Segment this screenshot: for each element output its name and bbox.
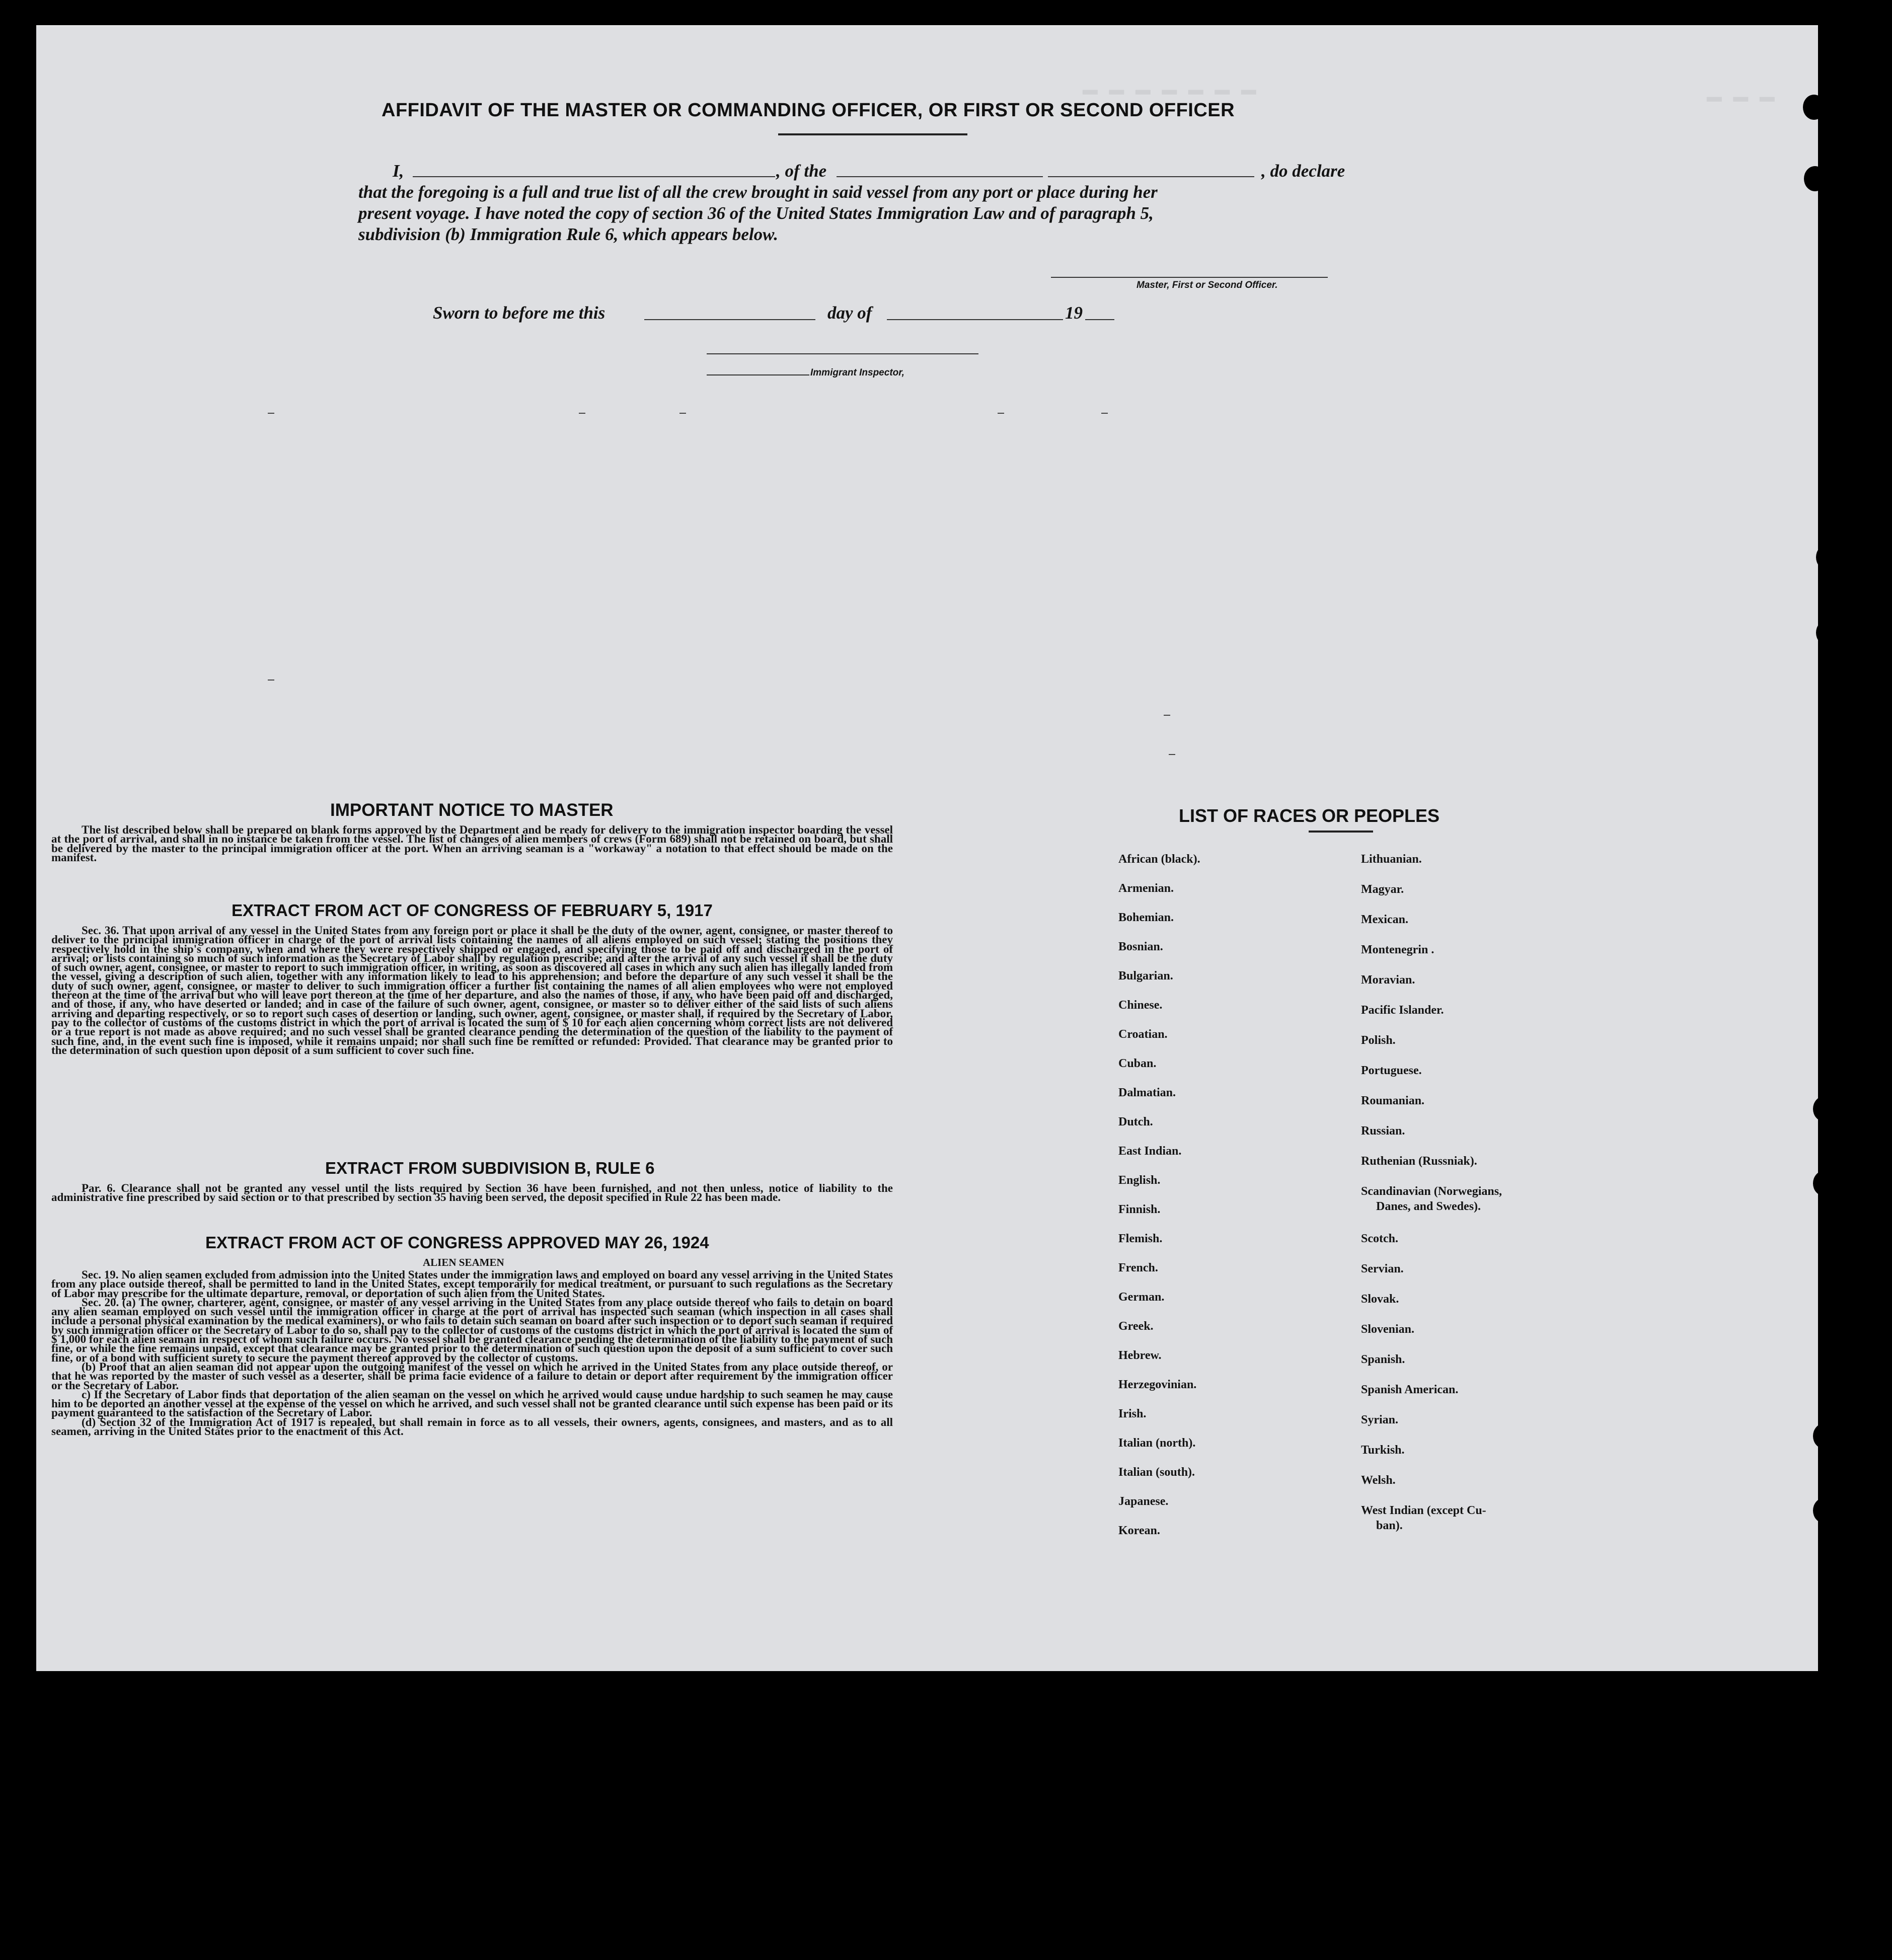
blank-dash	[268, 413, 274, 414]
notice-paragraph: The list described below shall be prepared on blank forms approved by the Department and be ready for delivery to the immigration inspector boarding the vessel at the port of arrival, and shall in no instance be taken from the vessel. The list of changes of alien members of crews (Form 689) shall not be retained on board, but shall be delivered by the master to the principal immigration officer at the port. When an arriving seaman is a "workaway" a notation to that effect should be made on the manifest.	[51, 823, 893, 864]
race-item: Croatian.	[1118, 1028, 1168, 1041]
race-item: West Indian (except Cu-	[1361, 1504, 1486, 1517]
race-item: Korean.	[1118, 1524, 1160, 1537]
race-item: English.	[1118, 1174, 1161, 1187]
extract-1924-title: EXTRACT FROM ACT OF CONGRESS APPROVED MAY 26, 1924	[205, 1233, 709, 1252]
race-item: Syrian.	[1361, 1413, 1399, 1426]
sworn-day-of: day of	[827, 303, 872, 323]
race-item: Dalmatian.	[1118, 1086, 1176, 1099]
inspector-label: Immigrant Inspector,	[810, 367, 904, 378]
extract-1917-paragraph: Sec. 36. That upon arrival of any vessel in the United States from any foreign port or place it shall be the duty of the owner, agent, consignee, or master thereof to deliver to the principal immigration officer in charge of the port of arrival lists containing the names of all aliens employed on such vessel; stating the positions they respectively hold in the ship's company, when and where they were respectively shipped or engaged, and specifying those to be paid off and discharged in the port of arrival; or lists containing so much of such information as the Secretary of Labor shall by regulation prescribe; and after the arrival of any such vessel it shall be the duty of such owner, agent, consignee, or master to report to such immigration officer, in writing, as soon as discovered all cases in which any such alien has illegally landed from the vessel, giving a description of such alien, together with any information likely to lead to his apprehension; and before the departure of any such vessel it shall be the duty of such owner, agent, consignee, or master to deliver to such immigration officer a further list containing the names of all alien employees who were not employed thereon at the time of the arrival but who will leave port thereon at the time of her departure, and also the names of those, if any, who have been paid off and discharged, and of those, if any, who have deserted or landed; and in case of the failure of such owner, agent, consignee, or master so to deliver either of the said lists of such aliens arriving and departing respectively, or so to report such cases of desertion or landing, such owner, agent, consignee, or master shall, if required by the Secretary of Labor, pay to the collector of customs of the customs district in which the port of arrival is located the sum of $ 10 for each alien concerning whom correct lists are not delivered or a true report is not made as above required; and no such vessel shall be granted clearance pending the determination of the question of the liability to the payment of such fine, and, in the event such fine is imposed, while it remains unpaid; nor shall such fine be remitted or refunded: Provided. That clearance may be granted prior to the determination of such question upon deposit of a sum sufficient to cover such fine.	[51, 924, 893, 1057]
race-item: Polish.	[1361, 1034, 1396, 1047]
sworn-prefix: Sworn to before me this	[433, 303, 606, 323]
sworn-year: 19	[1065, 303, 1083, 323]
race-item: Ruthenian (Russniak).	[1361, 1155, 1477, 1168]
blank-dash	[1101, 413, 1108, 414]
punch-hole	[1813, 1096, 1835, 1121]
title-underline	[778, 133, 967, 135]
race-item: Japanese.	[1118, 1495, 1169, 1508]
race-item: Cuban.	[1118, 1057, 1157, 1070]
race-item: Servian.	[1361, 1262, 1404, 1275]
blank-dash	[268, 680, 274, 681]
race-item: Irish.	[1118, 1407, 1147, 1420]
sec-20a-paragraph: Sec. 20. (a) The owner, charterer, agent, consignee, or master of any vessel arriving in the United States from any place outside thereof who fails to detain on board any alien seaman employed on such vessel until the immigration officer in charge at the port of arrival has inspected such seaman (which inspection in all cases shall include a personal physical examination by the medical examiners), or who fails to detain such seaman on board after such inspection or to deport such seaman if required by such immigration officer or the Secretary of Labor to do so, shall pay to the collector of customs of the customs district in which the port of arrival is located the sum of $ 1,000 for each alien seaman in respect of whom such failure occurs. No vessel shall be granted clearance pending the determination of the liability to the payment of such fine, or while the fine remains unpaid, except that clearance may be granted prior to the determination of such question upon the deposit of a sum sufficient to cover such fine, or of a bond with sufficient surety to secure the payment thereof approved by the collector of customs.	[51, 1296, 893, 1364]
race-item: Dutch.	[1118, 1115, 1153, 1128]
punch-hole	[1803, 95, 1825, 120]
punch-hole	[1813, 1423, 1835, 1449]
notice-text	[51, 825, 893, 862]
extract-1924-text	[51, 1270, 893, 1436]
rule6-title: EXTRACT FROM SUBDIVISION B, RULE 6	[325, 1159, 655, 1177]
race-item: French.	[1118, 1261, 1158, 1274]
extract-1917-title: EXTRACT FROM ACT OF CONGRESS OF FEBRUARY 5, 1917	[232, 901, 713, 920]
race-item: Finnish.	[1118, 1203, 1161, 1216]
race-item: Russian.	[1361, 1124, 1405, 1138]
master-label: Master, First or Second Officer.	[1137, 280, 1278, 290]
race-item: African (black).	[1118, 853, 1200, 866]
punch-hole	[1813, 1498, 1835, 1523]
race-item-continued: Danes, and Swedes).	[1376, 1200, 1481, 1213]
vessel-blank-1	[837, 176, 1043, 177]
races-title-underline	[1309, 831, 1373, 833]
race-item: Hebrew.	[1118, 1349, 1162, 1362]
race-item: Italian (south).	[1118, 1466, 1195, 1479]
race-item: Bohemian.	[1118, 911, 1174, 924]
race-item: Mexican.	[1361, 913, 1408, 926]
affidavit-line-2: that the foregoing is a full and true list of all the crew brought in said vessel from any port or place during her	[358, 182, 1158, 202]
blank-dash	[1169, 754, 1175, 755]
punch-hole	[1804, 166, 1826, 191]
punch-hole	[1818, 210, 1840, 236]
sec-19-paragraph: Sec. 19. No alien seamen excluded from admission into the United States under the immigration laws and employed on board any vessel arriving in the United States from any place outside thereof, shall be permitted to land in the United States, except temporarily for medical treatment, or pursuant to such regulations as the Secretary of Labor may prescribe for the ultimate departure, removal, or deportation of such alien from the United States.	[51, 1268, 893, 1300]
punch-hole	[1813, 1171, 1835, 1196]
race-item: German.	[1118, 1291, 1165, 1304]
race-item: Greek.	[1118, 1320, 1154, 1333]
rule6-text	[51, 1184, 893, 1202]
race-item: Welsh.	[1361, 1474, 1396, 1487]
punch-hole	[1816, 545, 1838, 570]
race-item: Portuguese.	[1361, 1064, 1422, 1077]
race-item: Flemish.	[1118, 1232, 1163, 1245]
inspector-line-upper	[707, 353, 978, 354]
race-item: Herzegovinian.	[1118, 1378, 1197, 1391]
extract-1924-subtitle: ALIEN SEAMEN	[423, 1256, 504, 1268]
affidavit-declare: , do declare	[1261, 161, 1345, 181]
blank-dash	[1164, 715, 1170, 716]
race-item: Spanish American.	[1361, 1383, 1459, 1396]
punch-hole	[1816, 620, 1838, 645]
sec-20c-paragraph: c) If the Secretary of Labor finds that deportation of the alien seaman on the vessel on which he arrived would cause undue hardship to such seamen he may cause him to be deported an another vessel at the expense of the vessel on which he arrived, and such vessel shall not be granted clearance until such expense has been paid or its payment guaranteed to the satisfaction of the Secretary of Labor.	[51, 1388, 893, 1419]
affidavit-of-the: , of the	[776, 161, 827, 181]
inspector-line	[707, 374, 809, 375]
race-item: Spanish.	[1361, 1353, 1405, 1366]
extract-1917-text	[51, 926, 893, 1055]
sworn-year-blank	[1085, 319, 1114, 320]
race-item: Slovak.	[1361, 1293, 1399, 1306]
name-blank	[413, 176, 775, 177]
master-signature-line	[1051, 277, 1328, 278]
affidavit-title: AFFIDAVIT OF THE MASTER OR COMMANDING OFFICER, OR FIRST OR SECOND OFFICER	[382, 100, 1235, 121]
race-item: Pacific Islander.	[1361, 1004, 1444, 1017]
notice-title: IMPORTANT NOTICE TO MASTER	[330, 800, 614, 820]
sworn-day-blank	[644, 319, 815, 320]
race-item: Turkish.	[1361, 1444, 1405, 1457]
vessel-blank-2	[1048, 176, 1254, 177]
punch-hole	[1820, 289, 1842, 314]
race-item: Magyar.	[1361, 883, 1404, 896]
race-item: Chinese.	[1118, 999, 1163, 1012]
race-item-continued: ban).	[1376, 1519, 1403, 1532]
blank-dash	[579, 413, 585, 414]
race-item: Moravian.	[1361, 973, 1415, 987]
affidavit-line-4: subdivision (b) Immigration Rule 6, which appears below.	[358, 224, 778, 244]
races-title: LIST OF RACES OR PEOPLES	[1179, 805, 1440, 826]
race-item: Lithuanian.	[1361, 853, 1422, 866]
page-edge	[36, 25, 1818, 26]
race-item: Bulgarian.	[1118, 969, 1173, 983]
blank-dash	[998, 413, 1004, 414]
affidavit-i: I,	[393, 161, 404, 181]
sec-20d-paragraph: (d) Section 32 of the Immigration Act of 1917 is repealed, but shall remain in force as to all vessels, their owners, agents, consignees, and masters, and as to all seamen, arriving in the United States prior to the enactment of this Act.	[51, 1415, 893, 1438]
race-item: Slovenian.	[1361, 1323, 1415, 1336]
bleed-through-text: ━ ━ ━ ━ ━ ━ ━	[1083, 79, 1259, 105]
race-item: Scandinavian (Norwegians,	[1361, 1185, 1502, 1198]
race-item: Montenegrin .	[1361, 943, 1434, 956]
blank-dash	[679, 413, 686, 414]
sworn-month-blank	[887, 319, 1063, 320]
race-item: Scotch.	[1361, 1232, 1398, 1245]
race-item: Armenian.	[1118, 882, 1174, 895]
form-page	[36, 25, 1818, 1671]
race-item: Roumanian.	[1361, 1094, 1425, 1107]
race-item: Bosnian.	[1118, 940, 1163, 953]
race-item: Italian (north).	[1118, 1437, 1196, 1450]
race-item: East Indian.	[1118, 1145, 1182, 1158]
bleed-through-text: ━ ━ ━	[1707, 86, 1777, 112]
affidavit-line-3: present voyage. I have noted the copy of section 36 of the United States Immigration Law and of paragraph 5,	[358, 203, 1154, 223]
rule6-paragraph: Par. 6. Clearance shall not be granted any vessel until the lists required by Section 36 have been furnished, and not then unless, notice of liability to the administrative fine prescribed by said section or to that prescribed by section 35 having been served, the deposit specified in Rule 22 has been made.	[51, 1182, 893, 1204]
sec-20b-paragraph: (b) Proof that an alien seaman did not appear upon the outgoing manifest of the vessel on which he arrived in the United States from any place outside thereof, or that he was reported by the master of such vessel as a deserter, shall be prima facie evidence of a failure to detain or deport after requirement by the immigration officer or the Secretary of Labor.	[51, 1360, 893, 1392]
